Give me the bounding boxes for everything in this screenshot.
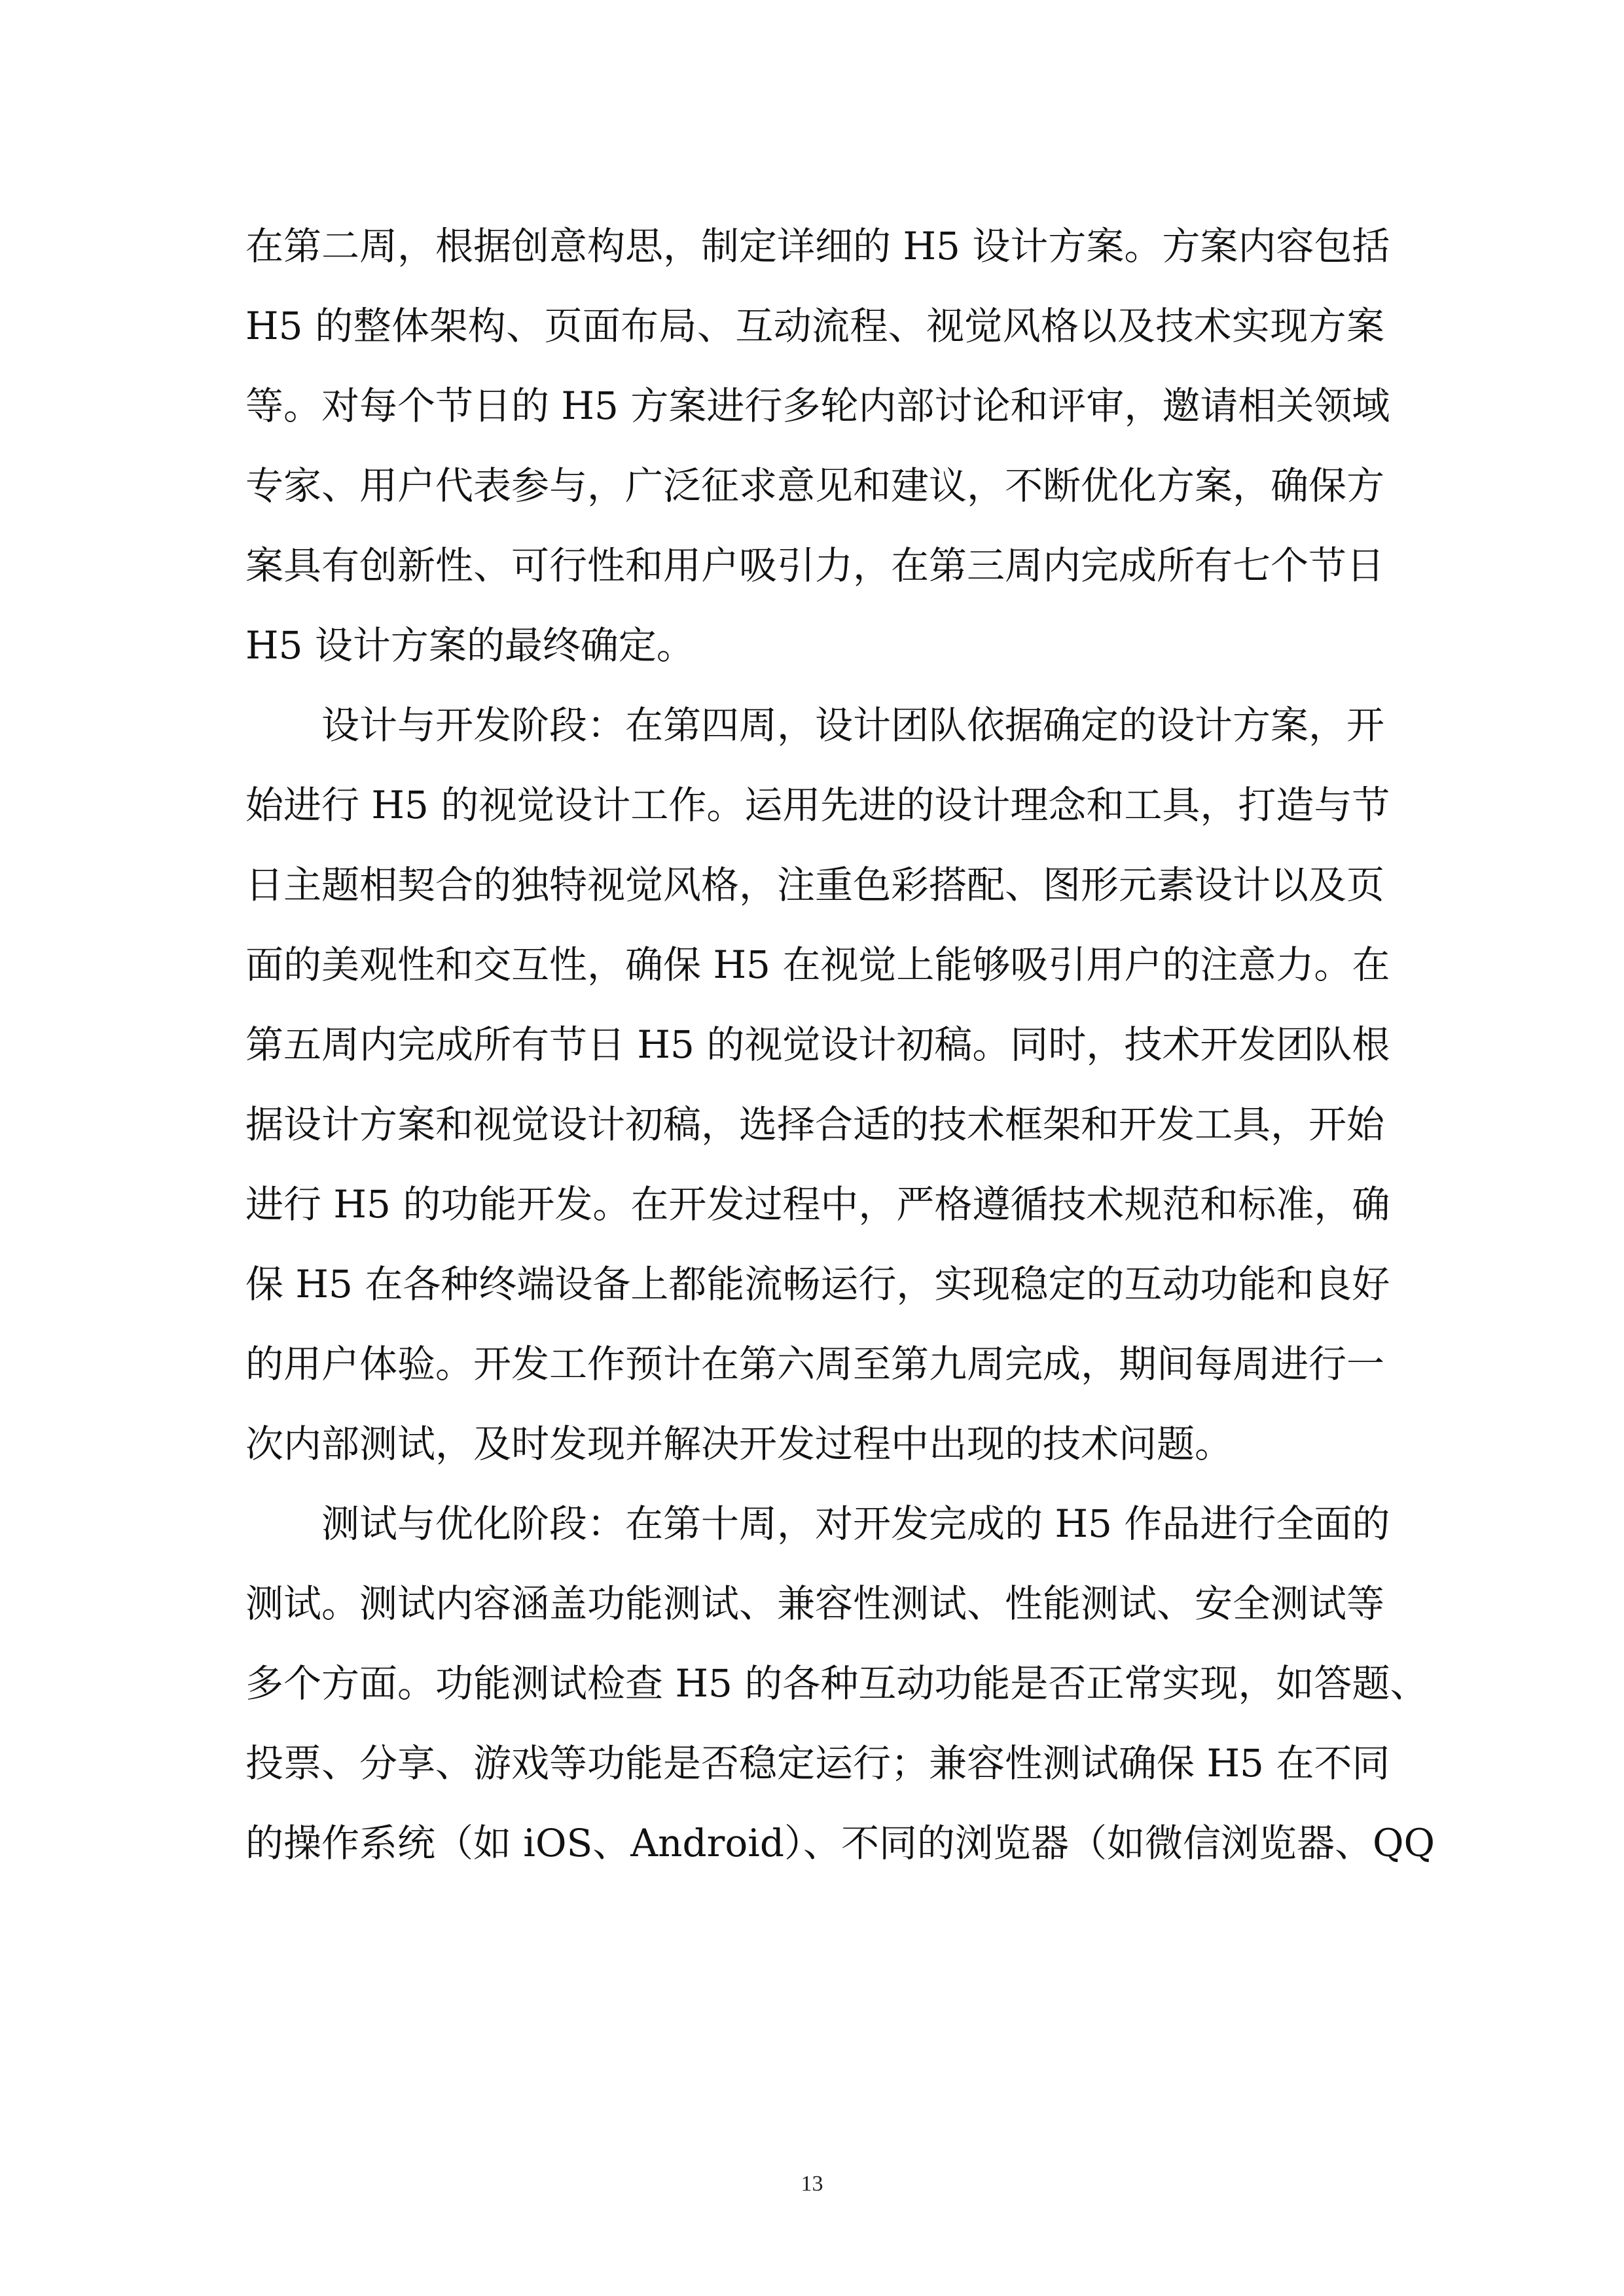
text-line: 专家、用户代表参与，广泛征求意见和建议，不断优化方案，确保方 <box>245 463 1385 508</box>
text-line: 的操作系统（如 iOS、Android）、不同的浏览器（如微信浏览器、QQ <box>245 1821 1435 1865</box>
text-line: 多个方面。功能测试检查 H5 的各种互动功能是否正常实现，如答题、 <box>245 1661 1428 1706</box>
text-line: 始进行 H5 的视觉设计工作。运用先进的设计理念和工具，打造与节 <box>245 783 1390 827</box>
paragraph <box>245 1484 1435 1883</box>
text-line: 测试与优化阶段：在第十周，对开发完成的 H5 作品进行全面的 <box>321 1501 1390 1546</box>
text-line: 次内部测试，及时发现并解决开发过程中出现的技术问题。 <box>245 1422 1233 1466</box>
text-line: 进行 H5 的功能开发。在开发过程中，严格遵循技术规范和标准，确 <box>245 1182 1390 1227</box>
text-line: 的用户体验。开发工作预计在第六周至第九周完成，期间每周进行一 <box>245 1342 1385 1386</box>
paragraph <box>245 206 1390 685</box>
text-line: 测试。测试内容涵盖功能测试、兼容性测试、性能测试、安全测试等 <box>245 1581 1385 1626</box>
text-line: 在第二周，根据创意构思，制定详细的 H5 设计方案。方案内容包括 <box>245 224 1390 268</box>
text-line: 设计与开发阶段：在第四周，设计团队依据确定的设计方案，开 <box>321 703 1385 747</box>
text-line: H5 设计方案的最终确定。 <box>245 623 695 668</box>
text-line: 第五周内完成所有节日 H5 的视觉设计初稿。同时，技术开发团队根 <box>245 1022 1390 1067</box>
text-line: 投票、分享、游戏等功能是否稳定运行；兼容性测试确保 H5 在不同 <box>245 1741 1390 1785</box>
text-line: 面的美观性和交互性，确保 H5 在视觉上能够吸引用户的注意力。在 <box>245 942 1390 987</box>
text-line: 日主题相契合的独特视觉风格，注重色彩搭配、图形元素设计以及页 <box>245 863 1385 907</box>
paragraph <box>245 685 1390 1484</box>
text-line: 等。对每个节日的 H5 方案进行多轮内部讨论和评审，邀请相关领域 <box>245 384 1390 428</box>
page-number: 13 <box>801 2172 823 2196</box>
text-line: 案具有创新性、可行性和用户吸引力，在第三周内完成所有七个节日 <box>245 543 1385 588</box>
text-line: 据设计方案和视觉设计初稿，选择合适的技术框架和开发工具，开始 <box>245 1102 1385 1147</box>
body-text <box>245 206 1435 1883</box>
text-line: 保 H5 在各种终端设备上都能流畅运行，实现稳定的互动功能和良好 <box>245 1262 1390 1306</box>
text-line: H5 的整体架构、页面布局、互动流程、视觉风格以及技术实现方案 <box>245 304 1384 348</box>
